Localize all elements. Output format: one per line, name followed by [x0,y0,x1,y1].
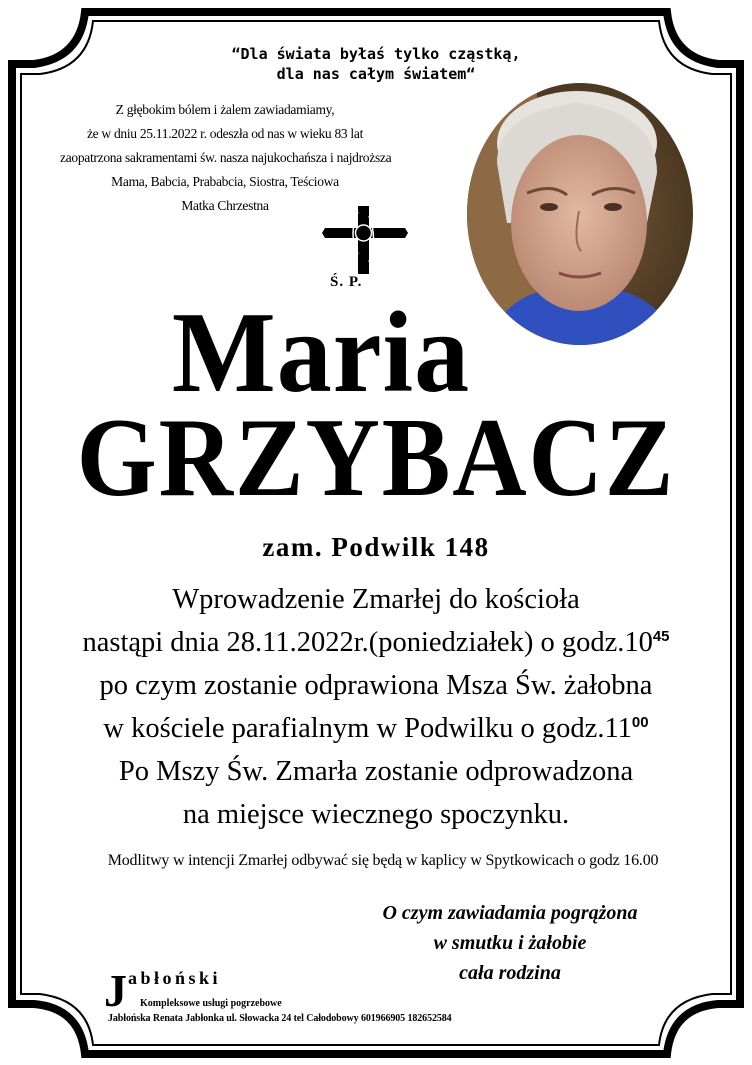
time-minutes: 45 [652,628,670,645]
details-line: Wprowadzenie Zmarłej do kościoła [172,584,580,615]
intro-line: zaopatrzona sakramentami św. nasza najukochańsza i najdroższa [60,150,392,165]
closing-line: O czym zawiadamia pogrążona [382,902,638,924]
sp-mark: Ś. P. [330,274,363,290]
prayer-info: Modlitwy w intencji Zmarłej odbywać się będą w kaplicy w Spytkowicach o godz 16.00 [107,852,659,869]
closing-line: w smutku i żałobie [433,932,587,954]
funeral-home-name: abłoński [128,968,222,988]
funeral-home-contact: Jabłońska Renata Jabłonka ul. Słowacka 24 tel Całodobowy 601966905 182652584 [108,1013,452,1024]
cross-icon [322,204,408,276]
details-line: na miejsce wiecznego spoczynku. [182,799,570,830]
details-line-text: nastąpi dnia 28.11.2022r.(poniedziałek) o godz.10 [82,627,653,658]
details-line: po czym zostanie odprawiona Msza Św. żałobna [99,670,653,701]
details-line [0,707,752,750]
details-line-text: w kościele parafialnym w Podwilku o godz.11 [103,713,632,744]
funeral-home-logo: J [104,965,127,1016]
deceased-address: zam. Podwilk 148 [262,532,490,562]
funeral-home-tagline: Kompleksowe usługi pogrzebowe [140,998,282,1009]
closing-note [300,898,720,988]
memorial-quote [0,44,752,84]
deceased-first-name: Maria [171,287,471,417]
quote-line-2: dla nas całym światem“ [276,65,476,83]
funeral-details [0,578,752,836]
intro-line: że w dniu 25.11.2022 r. odeszła od nas w wieku 83 lat [86,126,364,141]
intro-line: Matka Chrzestna [181,198,269,213]
quote-line-1: “Dla świata byłaś tylko cząstką, [231,45,521,63]
time-minutes: 00 [631,714,649,731]
intro-line: Z głębokim bólem i żalem zawiadamiamy, [115,102,335,117]
details-line: Po Mszy Św. Zmarła zostanie odprowadzona [118,756,634,787]
closing-line: cała rodzina [459,962,561,984]
intro-line: Mama, Babcia, Prababcia, Siostra, Teściowa [111,174,339,189]
details-line [0,621,752,664]
announcement-intro [60,98,390,218]
deceased-last-name: GRZYBACZ [76,396,676,520]
